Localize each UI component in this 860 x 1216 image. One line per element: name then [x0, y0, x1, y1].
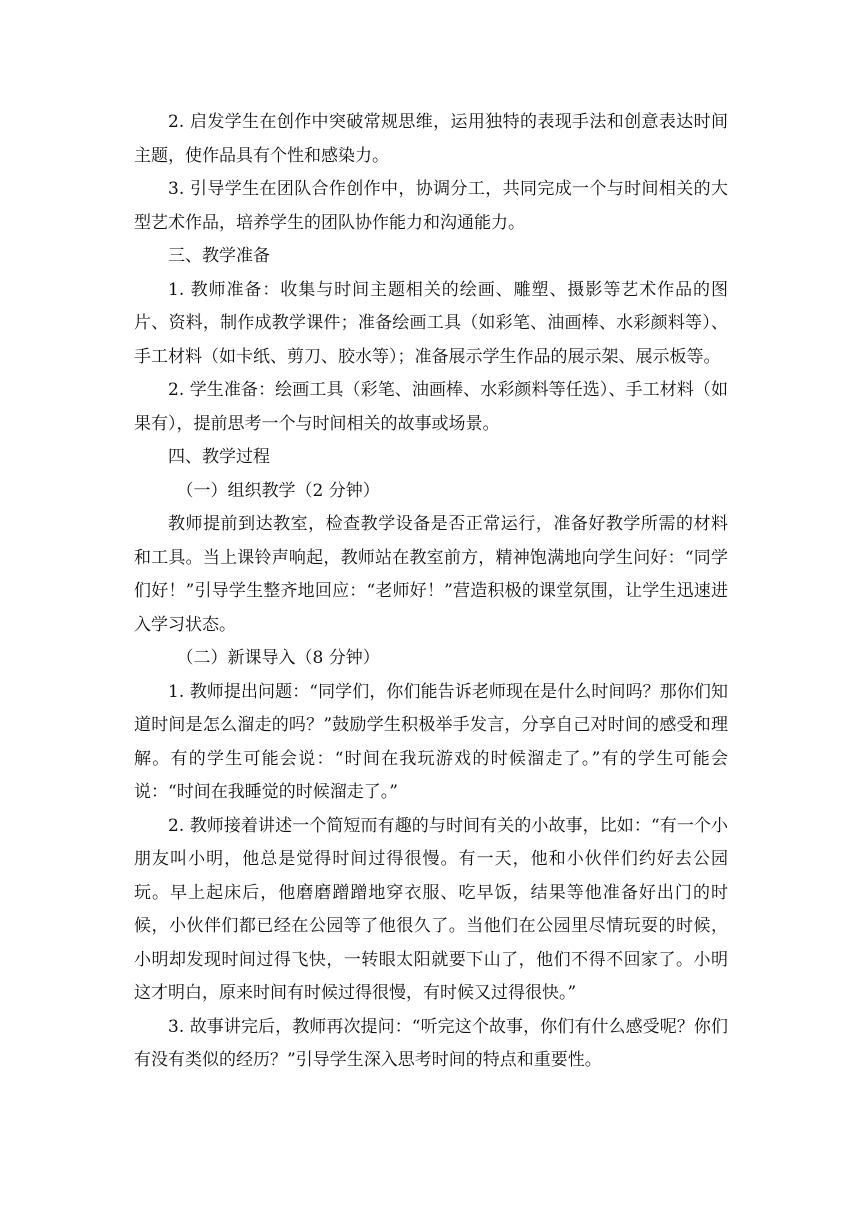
paragraph-student-preparation: 2. 学生准备：绘画工具（彩笔、油画棒、水彩颜料等任选）、手工材料（如果有），提前思考一个与时间相关的故事或场景。	[134, 380, 728, 434]
paragraph-organize-teaching: 教师提前到达教室，检查教学设备是否正常运行，准备好教学所需的材料和工具。当上课铃声响起，教师站在教室前方，精神饱满地向学生问好：“同学们好！”引导学生整齐地回应：“老师好！”营造积极的课堂氛围，让学生迅速进入学习状态。	[134, 514, 728, 635]
section-heading-preparation: 三、教学准备	[168, 246, 270, 266]
section-heading-process: 四、教学过程	[168, 447, 270, 467]
paragraph-objective-3: 3. 引导学生在团队合作创作中，协调分工，共同完成一个与时间相关的大型艺术作品，培养学生的团队协作能力和沟通能力。	[134, 179, 728, 233]
subheading-organize-teaching: （一）组织教学（2 分钟）	[176, 480, 380, 501]
paragraph-intro-question: 1. 教师提出问题：“同学们，你们能告诉老师现在是什么时间吗？那你们知道时间是怎么溜走的吗？”鼓励学生积极举手发言，分享自己对时间的感受和理解。有的学生可能会说：“时间在我玩游戏的时候溜走了。”有的学生可能会说：“时间在我睡觉的时候溜走了。”	[134, 681, 728, 802]
paragraph-objective-2: 2. 启发学生在创作中突破常规思维，运用独特的表现手法和创意表达时间主题，使作品具有个性和感染力。	[134, 112, 728, 166]
paragraph-intro-followup: 3. 故事讲完后，教师再次提问：“听完这个故事，你们有什么感受呢？你们有没有类似的经历？”引导学生深入思考时间的特点和重要性。	[134, 1016, 728, 1070]
paragraph-intro-story: 2. 教师接着讲述一个简短而有趣的与时间有关的小故事，比如：“有一个小朋友叫小明，他总是觉得时间过得很慢。有一天，他和小伙伴们约好去公园玩。早上起床后，他磨磨蹭蹭地穿衣服、吃早饭，结果等他准备好出门的时候，小伙伴们都已经在公园等了他很久了。当他们在公园里尽情玩耍的时候，小明却发现时间过得飞快，一转眼太阳就要下山了，他们不得不回家了。小明这才明白，原来时间有时候过得很慢，有时候又过得很快。”	[134, 815, 728, 1003]
paragraph-teacher-preparation: 1. 教师准备：收集与时间主题相关的绘画、雕塑、摄影等艺术作品的图片、资料，制作成教学课件；准备绘画工具（如彩笔、油画棒、水彩颜料等）、手工材料（如卡纸、剪刀、胶水等）；准备展示学生作品的展示架、展示板等。	[134, 279, 728, 367]
subheading-new-lesson-intro: （二）新课导入（8 分钟）	[176, 648, 380, 668]
